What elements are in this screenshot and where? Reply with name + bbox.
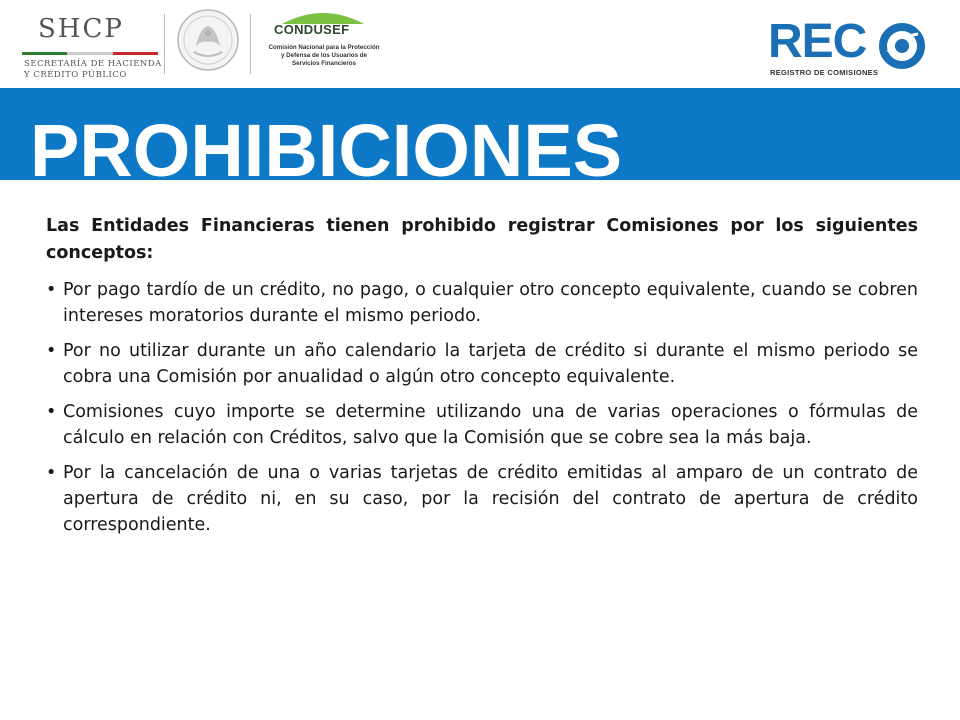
reco-globe-icon <box>878 22 926 70</box>
reco-logo-word: REC <box>768 15 867 68</box>
reco-logo <box>764 15 934 82</box>
intro-paragraph: Las Entidades Financieras tienen prohibido registrar Comisiones por los siguientes conceptos: <box>46 216 918 263</box>
shcp-logo-line2: Y CRÉDITO PÚBLICO <box>24 70 127 80</box>
condusef-logo-word: CONDUSEF <box>274 22 350 37</box>
bullet-icon: • <box>46 463 57 483</box>
list-item-text: Por no utilizar durante un año calendario la tarjeta de crédito si durante el mismo periodo se cobra una Comisión por anualidad o algún otro concepto equivalente. <box>63 341 918 387</box>
mexico-coat-of-arms-seal-icon <box>176 6 240 74</box>
shcp-logo-line1: SECRETARÍA DE HACIENDA <box>24 59 162 69</box>
list-item <box>46 277 918 329</box>
condusef-logo-line2: y Defensa de los Usuarios de <box>281 52 367 59</box>
list-item-text: Por la cancelación de una o varias tarjetas de crédito emitidas al amparo de un contrato de apertura de crédito ni, en su caso, por la recisión del contrato de apertura de crédito correspondiente. <box>63 463 918 535</box>
list-item <box>46 399 918 451</box>
list-item-text: Comisiones cuyo importe se determine utilizando una de varias operaciones o fórmulas de cálculo en relación con Créditos, salvo que la Comisión que se cobre sea la más baja. <box>63 402 918 448</box>
shcp-logo-word: SHCP <box>38 14 124 44</box>
condusef-logo-line3: Servicios Financieros <box>292 60 356 67</box>
reco-logo-subtitle: REGISTRO DE COMISIONES <box>770 68 879 77</box>
list-item-text: Por pago tardío de un crédito, no pago, o cualquier otro concepto equivalente, cuando se cobren intereses moratorios durante el mismo periodo. <box>63 280 918 326</box>
header-divider <box>250 14 251 74</box>
page-title: PROHIBICIONES <box>30 109 623 180</box>
prohibitions-list <box>46 277 918 538</box>
header-divider <box>164 14 165 74</box>
list-item <box>46 460 918 538</box>
condusef-logo <box>264 6 384 82</box>
bullet-icon: • <box>46 402 57 422</box>
shcp-logo-stripes <box>22 52 158 56</box>
list-item <box>46 338 918 390</box>
header-bar <box>0 0 960 88</box>
bullet-icon: • <box>46 341 57 361</box>
title-band <box>0 88 960 180</box>
condusef-logo-line1: Comisión Nacional para la Protección <box>268 44 380 51</box>
bullet-icon: • <box>46 280 57 300</box>
main-content <box>46 213 918 547</box>
shcp-logo <box>20 14 160 78</box>
